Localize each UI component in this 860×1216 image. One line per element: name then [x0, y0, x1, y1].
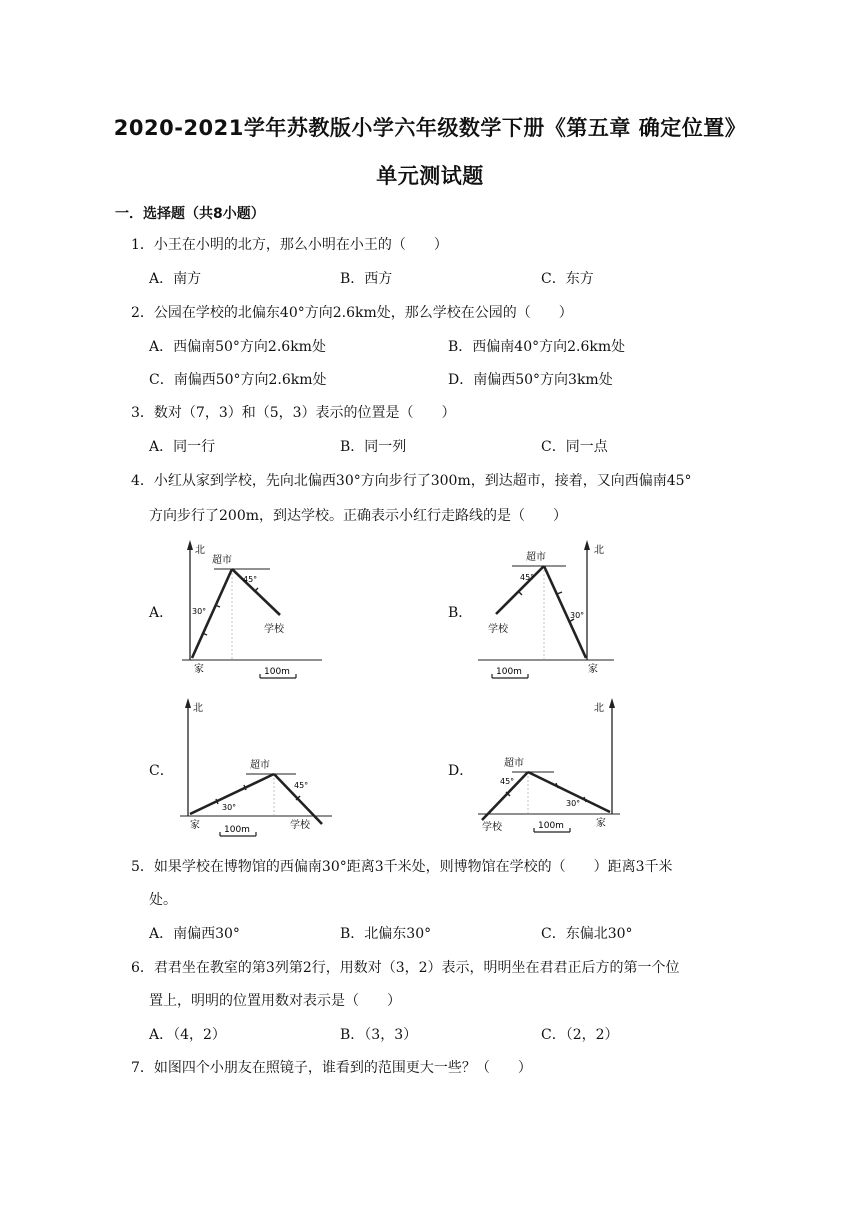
home-label: 家 — [596, 818, 606, 829]
page-title: 2020-2021学年苏教版小学六年级数学下册《第五章 确定位置》 — [113, 116, 747, 140]
q1-option-a[interactable]: A．南方 — [149, 271, 202, 287]
home-label: 家 — [190, 820, 200, 831]
q4-option-a[interactable]: A． — [149, 605, 174, 621]
school-label: 学校 — [488, 624, 508, 635]
q5-option-b[interactable]: B．北偏东30° — [340, 926, 432, 942]
q6-option-a[interactable]: A．（4，2） — [149, 1027, 226, 1043]
north-label: 北 — [594, 545, 604, 556]
market-label: 超市 — [526, 552, 546, 563]
q2-option-d[interactable]: D．南偏西50°方向3km处 — [448, 372, 613, 388]
angle30-label: 30° — [192, 607, 207, 616]
question-5-stem-line1: 5．如果学校在博物馆的西偏南30°距离3千米处，则博物馆在学校的（ ）距离3千米 — [131, 859, 673, 875]
q4-option-d[interactable]: D． — [448, 763, 474, 779]
question-6-stem-line1: 6．君君坐在教室的第3列第2行，用数对（3，2）表示，明明坐在君君正后方的第一个位 — [131, 960, 680, 976]
school-label: 学校 — [482, 822, 502, 833]
q4-option-c[interactable]: C． — [149, 763, 174, 779]
school-label: 学校 — [264, 624, 284, 635]
q2-option-c[interactable]: C．南偏西50°方向2.6km处 — [149, 372, 327, 388]
question-7-stem: 7．如图四个小朋友在照镜子，谁看到的范围更大一些？（ ） — [131, 1060, 532, 1076]
angle45-label: 45° — [243, 575, 258, 584]
q1-option-c[interactable]: C．东方 — [541, 271, 594, 287]
north-label: 北 — [594, 703, 604, 714]
question-4-stem-line2: 方向步行了200m，到达学校。正确表示小红行走路线的是（ ） — [149, 508, 567, 524]
scale-label: 100m — [264, 667, 290, 677]
scale-label: 100m — [224, 825, 250, 835]
angle30-label: 30° — [222, 803, 237, 812]
page-subtitle: 单元测试题 — [376, 164, 484, 188]
q3-option-c[interactable]: C．同一点 — [541, 439, 608, 455]
market-label: 超市 — [250, 760, 270, 771]
q6-option-c[interactable]: C．（2，2） — [541, 1027, 619, 1043]
question-3-stem: 3．数对（7，3）和（5，3）表示的位置是（ ） — [131, 405, 456, 421]
angle30-label: 30° — [566, 799, 581, 808]
question-5-stem-line2: 处。 — [149, 892, 177, 908]
q2-option-b[interactable]: B．西偏南40°方向2.6km处 — [448, 339, 626, 355]
section-heading: 一．选择题（共8小题） — [115, 206, 265, 222]
question-4-stem-line1: 4．小红从家到学校，先向北偏西30°方向步行了300m，到达超市，接着，又向西偏南45° — [131, 473, 692, 489]
home-label: 家 — [194, 664, 204, 675]
q4-figure-c — [176, 696, 336, 846]
q4-figure-d — [474, 696, 634, 846]
home-label: 家 — [588, 664, 598, 675]
q6-option-b[interactable]: B．（3，3） — [340, 1027, 418, 1043]
scale-label: 100m — [496, 667, 522, 677]
q4-figure-a — [176, 538, 326, 688]
market-label: 超市 — [504, 758, 524, 769]
angle45-label: 45° — [520, 573, 535, 582]
question-2-stem: 2．公园在学校的北偏东40°方向2.6km处，那么学校在公园的（ ） — [131, 305, 573, 321]
q4-figure-b — [474, 538, 624, 688]
angle30-label: 30° — [570, 611, 585, 620]
question-6-stem-line2: 置上，明明的位置用数对表示是（ ） — [149, 993, 401, 1009]
angle45-label: 45° — [294, 781, 309, 790]
q5-option-c[interactable]: C．东偏北30° — [541, 926, 633, 942]
north-label: 北 — [195, 545, 205, 556]
angle45-label: 45° — [500, 777, 515, 786]
q3-option-b[interactable]: B．同一列 — [340, 439, 407, 455]
market-label: 超市 — [212, 555, 232, 566]
q3-option-a[interactable]: A．同一行 — [149, 439, 216, 455]
school-label: 学校 — [290, 820, 310, 831]
q4-option-b[interactable]: B． — [448, 605, 473, 621]
scale-label: 100m — [538, 821, 564, 831]
q2-option-a[interactable]: A．西偏南50°方向2.6km处 — [149, 339, 326, 355]
q1-option-b[interactable]: B．西方 — [340, 271, 393, 287]
q5-option-a[interactable]: A．南偏西30° — [149, 926, 240, 942]
north-label: 北 — [193, 703, 203, 714]
question-1-stem: 1．小王在小明的北方，那么小明在小王的（ ） — [131, 237, 448, 253]
